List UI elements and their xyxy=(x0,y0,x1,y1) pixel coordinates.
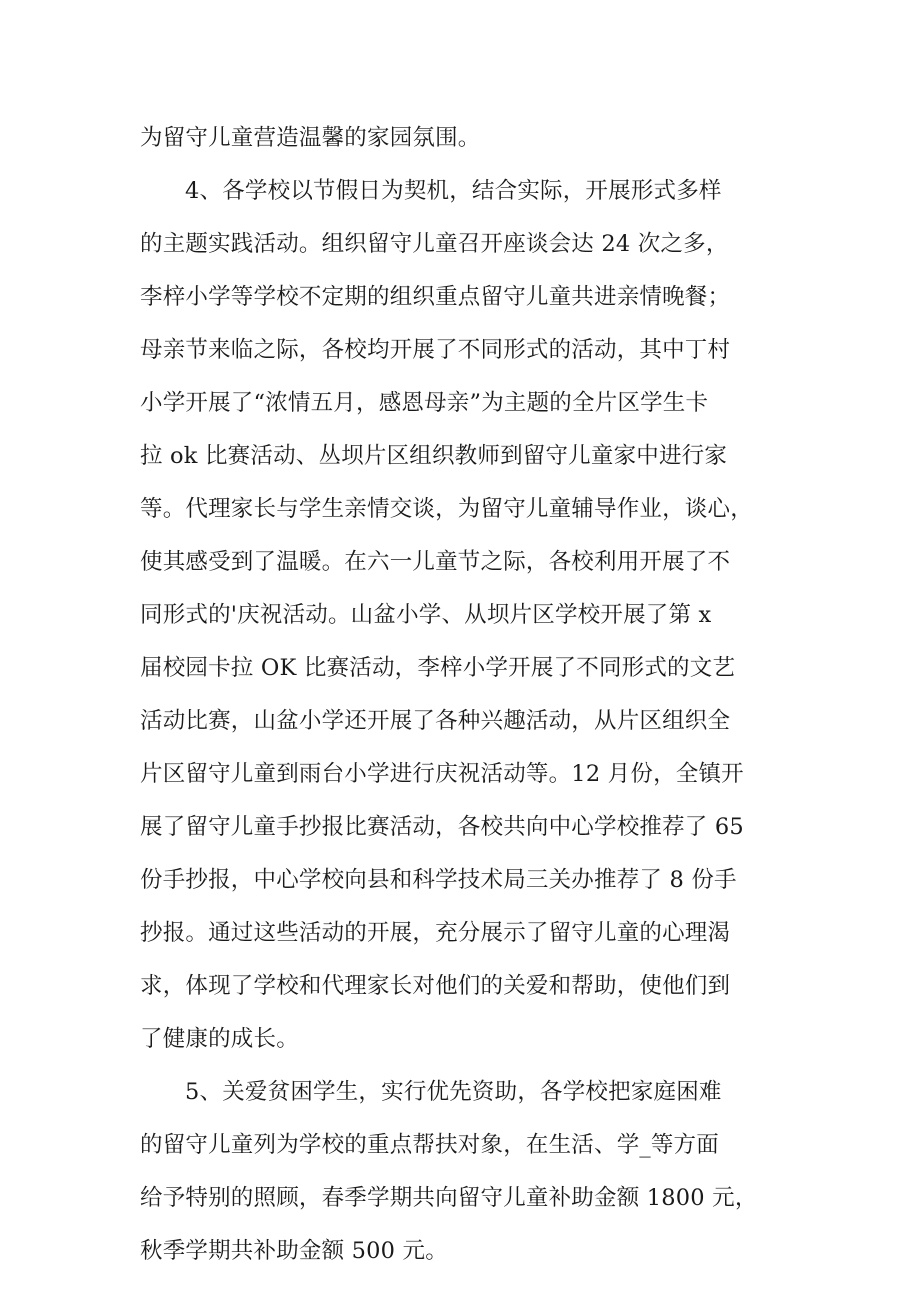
text-line: 拉 ok 比赛活动、丛坝片区组织教师到留守儿童家中进行家 xyxy=(140,443,728,469)
document-body xyxy=(140,112,790,1278)
text-line: 份手抄报，中心学校向县和科学技术局三关办推荐了 8 份手 xyxy=(140,867,737,893)
paragraph-5-start: 5、关爱贫困学生，实行优先资助，各学校把家庭困难 xyxy=(185,1079,722,1105)
text-line: 抄报。通过这些活动的开展，充分展示了留守儿童的心理渴 xyxy=(140,920,731,946)
text-line: 求，体现了学校和代理家长对他们的关爱和帮助，使他们到 xyxy=(140,973,731,999)
text-line: 同形式的'庆祝活动。山盆小学、从坝片区学校开展了第 x xyxy=(140,602,712,628)
text-line: 片区留守儿童到雨台小学进行庆祝活动等。12 月份，全镇开 xyxy=(140,761,744,787)
text-line: 展了留守儿童手抄报比赛活动，各校共向中心学校推荐了 65 xyxy=(140,814,744,840)
text-line: 使其感受到了温暖。在六一儿童节之际，各校利用开展了不 xyxy=(140,549,731,575)
text-line: 为留守儿童营造温馨的家园氛围。 xyxy=(140,125,481,151)
text-line: 的留守儿童列为学校的重点帮扶对象，在生活、学_等方面 xyxy=(140,1132,719,1158)
paragraph-4-start: 4、各学校以节假日为契机，结合实际，开展形式多样 xyxy=(185,178,722,204)
text-line: 活动比赛，山盆小学还开展了各种兴趣活动，从片区组织全 xyxy=(140,708,731,734)
text-line: 届校园卡拉 OK 比赛活动，李梓小学开展了不同形式的文艺 xyxy=(140,655,736,681)
text-line: 李梓小学等学校不定期的组织重点留守儿童共进亲情晚餐； xyxy=(140,284,731,310)
text-line: 母亲节来临之际，各校均开展了不同形式的活动，其中丁村 xyxy=(140,337,731,363)
text-line: 等。代理家长与学生亲情交谈，为留守儿童辅导作业，谈心， xyxy=(140,496,753,522)
text-line: 的主题实践活动。组织留守儿童召开座谈会达 24 次之多， xyxy=(140,231,729,257)
text-line: 小学开展了“浓情五月，感恩母亲”为主题的全片区学生卡 xyxy=(140,390,709,416)
text-line: 给予特别的照顾，春季学期共向留守儿童补助金额 1800 元， xyxy=(140,1185,758,1211)
text-line: 秋季学期共补助金额 500 元。 xyxy=(140,1238,448,1264)
text-line: 了健康的成长。 xyxy=(140,1026,299,1052)
